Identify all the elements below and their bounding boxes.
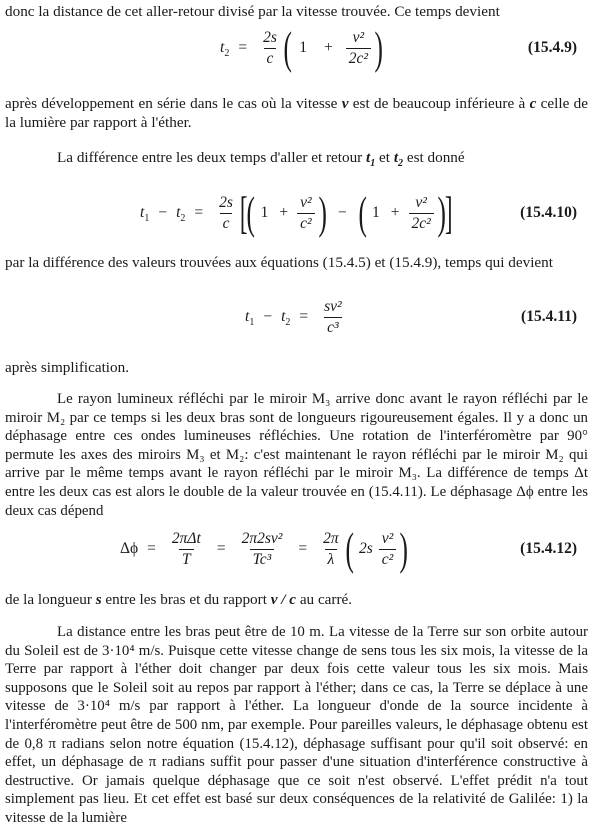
equation-label: (15.4.10) (520, 204, 577, 221)
eq-sign: = (194, 204, 204, 221)
eq-inner: 2s (358, 540, 373, 557)
equation-label: (15.4.9) (527, 39, 577, 56)
eq-lhs: $t_2$ (220, 39, 230, 60)
eq-one: 1 (260, 204, 269, 221)
paragraph-difference: La différence entre les deux temps d'aller et retour $t_1$ et $t_2$ est donné (57, 149, 465, 170)
eq-sign: = (238, 39, 248, 56)
eq-sign: = (147, 540, 156, 557)
fraction: $\frac{\text{v²}}{\text{2c²}}$ (409, 194, 434, 233)
eq-plus: + (279, 204, 289, 221)
fraction: $\frac{\text{sv²}}{\text{c³}}$ (324, 297, 342, 336)
fraction: $\frac{2s}{c}$ (263, 28, 277, 67)
eq-minus-2: − (337, 204, 347, 221)
bracket-open: [ (239, 187, 248, 238)
paragraph-simplification: après simplification. (5, 359, 129, 376)
eq-lhs: $t_1$ (140, 204, 150, 225)
equation-15-4-12 (0, 519, 595, 579)
paragraph-longueur: de la longueur s entre les bras et du rapport v / c au carré. (5, 591, 353, 608)
paragraph-intro: donc la distance de cet aller-retour divisé par la vitesse trouvée. Ce temps devient (5, 3, 500, 20)
eq-plus-2: + (390, 204, 400, 221)
equation-label: (15.4.12) (520, 540, 577, 557)
eq-plus: + (323, 39, 333, 56)
equation-15-4-10 (0, 183, 595, 243)
fraction: $\frac{\text{v²}}{\text{c²}}$ (379, 530, 397, 569)
eq-sign: = (299, 308, 309, 325)
eq-minus: − (158, 204, 168, 221)
paragraph-values: par la différence des valeurs trouvées aux équations (15.4.5) et (15.4.9), temps qui devient (5, 254, 553, 271)
paragraph-final: La distance entre les bras peut être de 10 m. La vitesse de la Terre sur son orbite autour du Soleil est de 3·10⁴ m/s. Puisque cette vitesse change de sens tous les six mois, la vitesse de la Terre par rapport à l'éther doit changer par deux fois cette valeur tous les six mois. Mais supposons que le Soleil soit au repos par rapport à l'éther; dans ce cas, la Terre se déplace à une vitesse de 3·10⁴ m/s par rapport à l'éther. La longueur d'onde de la source incidente à l'interféromètre peut être de 500 nm, par exemple. Pour pareilles valeurs, le déphasage obtenu est de 0,8 π radians selon notre équation (15.4.12), déphasage suffisant pour qu'il soit observé: en effet, un déphasage de π radians suffit pour passer d'une situation d'interférence constructive à destructive. Or jamais quelque déphasage que ce soit n'est observé. L'effet prédit n'a tout simplement pas lieu. Et cet effet est basé sur deux conséquences de la relativité de Galilée: 1) la vitesse de la lumière (5, 624, 588, 826)
paren-close: ) (374, 22, 383, 73)
eq-sign-3: = (298, 540, 308, 557)
paragraph-rayon: Le rayon lumineux réfléchi par le miroir M₃ arrive donc avant le rayon réfléchi par le miroir M₂ par ce temps si les deux bras sont de longueurs rigoureusement égales. Il y a donc un déphasage entre ces ondes lumineuses réfléchies. Une rotation de l'interféromètre par 90° permute les axes des miroirs M₃ et M₂: c'est maintenant le rayon réfléchi par le miroir M₂ qui arrive par le même temps avant le rayon réfléchi par le miroir M₃. La différence de temps Δt entre les deux cas est alors le double de la valeur trouvée en (15.4.11). Le déphasage Δϕ entre les deux cas dépend (5, 391, 588, 519)
fraction: $\frac{2\pi}{\lambda}$ (323, 529, 339, 568)
paren-close-2: ) (437, 187, 446, 238)
paren-open: ( (283, 22, 292, 73)
fraction: $\frac{\text{2πΔt}}{T}$ (171, 529, 201, 568)
paren-open: ( (246, 187, 256, 238)
eq-one-2: 1 (372, 204, 380, 221)
eq-lhs: $t_1$ (245, 308, 255, 329)
equation-15-4-11 (0, 287, 595, 347)
fraction: $\frac{2s}{c}$ (219, 193, 233, 232)
fraction: $\frac{\text{2π2sv²}}{\text{Tc³}}$ (241, 529, 283, 568)
fraction: $\frac{\text{v²}}{\text{c²}}$ (297, 194, 315, 233)
paren-open: ( (345, 523, 354, 574)
fraction: $\frac{\text{v²}}{\text{2c²}}$ (346, 29, 371, 68)
equation-15-4-9 (0, 18, 595, 78)
bracket-close: ] (444, 187, 453, 238)
paren-open-2: ( (358, 187, 367, 238)
eq-lhs-2: $t_2$ (176, 204, 186, 225)
eq-one: 1 (299, 39, 307, 56)
eq-minus: − (263, 308, 273, 325)
equation-label: (15.4.11) (521, 308, 577, 325)
paren-close: ) (318, 187, 327, 238)
eq-lhs-2: $t_2$ (281, 308, 291, 329)
paragraph-development: après développement en série dans le cas où la vitesse v est de beaucoup inférieure à c celle de la lumière par rapport à l'éther. (5, 95, 588, 132)
eq-lhs: Δϕ (120, 540, 139, 557)
paren-close: ) (399, 523, 409, 574)
eq-sign-2: = (216, 540, 226, 557)
